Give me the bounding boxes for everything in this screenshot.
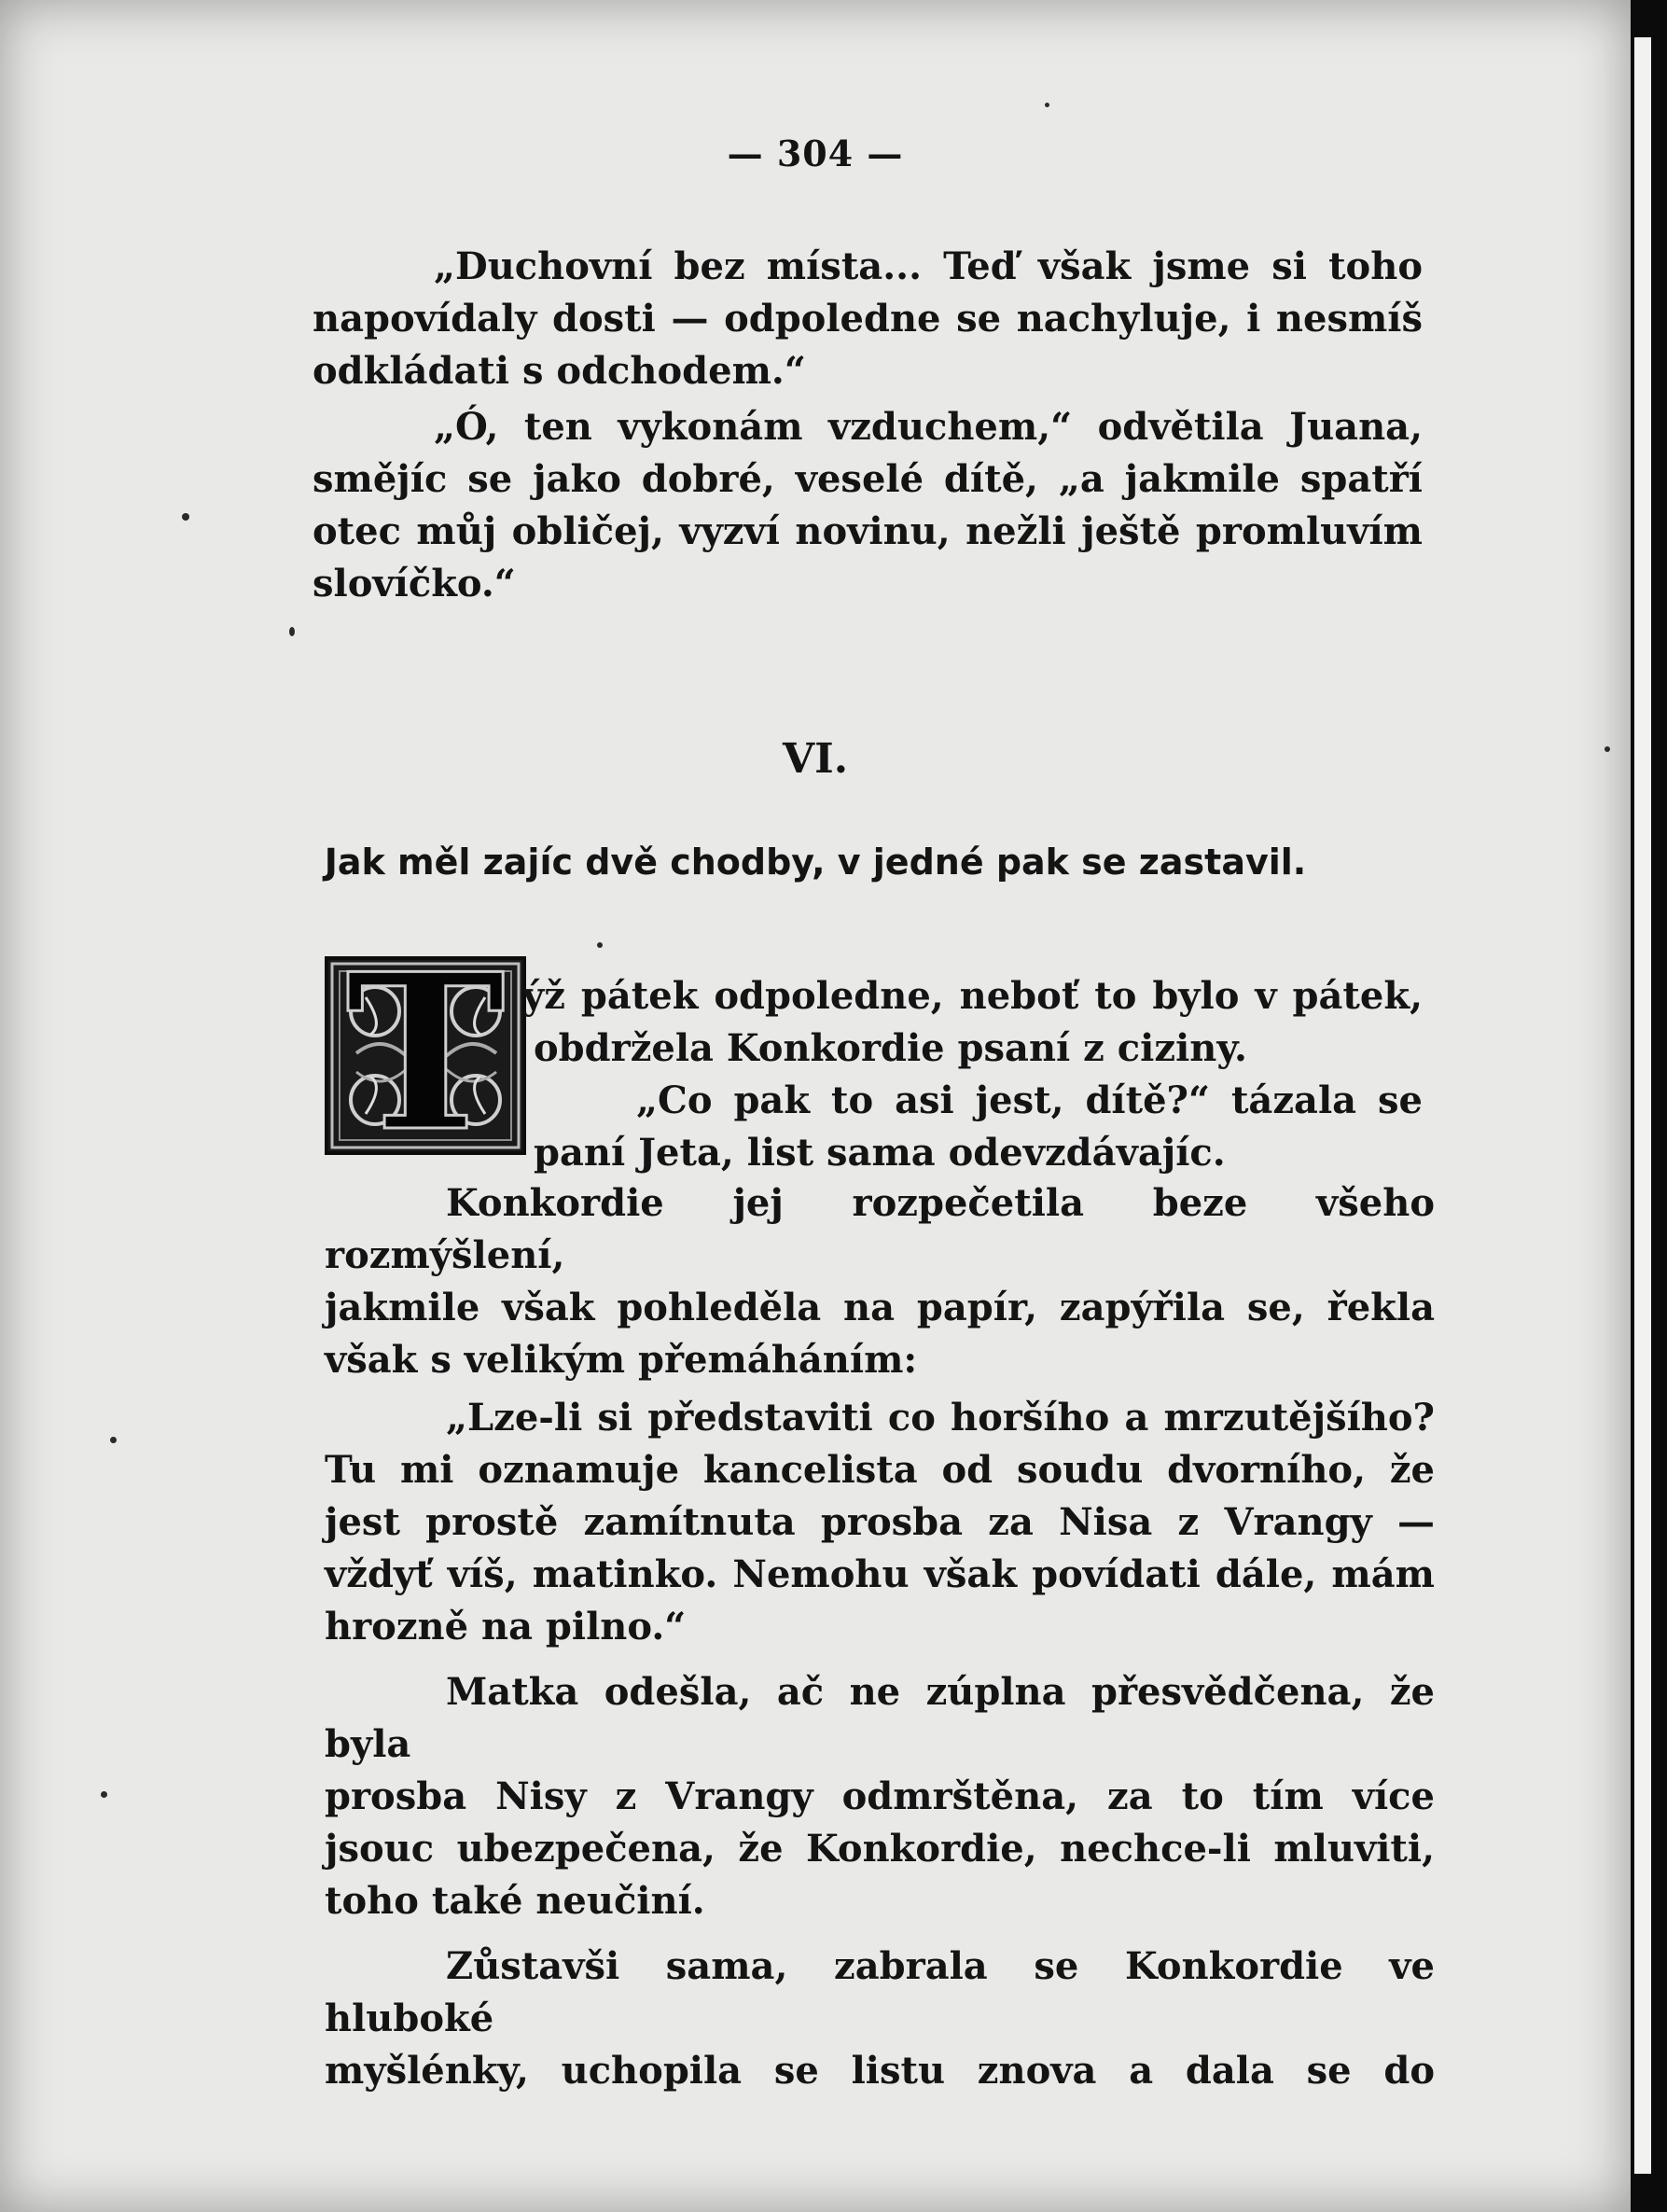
text-line: odkládati s odchodem.“: [313, 349, 806, 393]
intro-text: [313, 241, 1423, 610]
body-text: [325, 1177, 1435, 2097]
page-number: — 304 —: [727, 132, 904, 174]
adjacent-page-edge: [1634, 37, 1651, 2174]
scan-speck: [1604, 746, 1610, 752]
text-line: Zůstavši sama, zabrala se Konkordie ve hluboké: [325, 1944, 1435, 2040]
chapter-number: VI.: [782, 735, 849, 783]
scan-speck: [289, 627, 295, 636]
dropcap-letter: T: [345, 927, 506, 1179]
scan-speck: [101, 1791, 107, 1798]
ornamental-initial: [325, 927, 526, 1179]
text-line: vždyť víš, matinko. Nemohu však povídati dále, mám: [325, 1552, 1435, 1596]
text-line: otec můj obličej, vyzví novinu, nežli ještě promluvím: [313, 509, 1423, 553]
text-line: toho také neučiní.: [325, 1879, 705, 1923]
text-line: slovíčko.“: [313, 562, 516, 605]
text-line: prosba Nisy z Vrangy odmrštěna, za to tím více: [325, 1774, 1435, 1818]
text-line: jest prostě zamítnuta prosba za Nisa z Vrangy —: [325, 1500, 1435, 1544]
chapter-title: Jak měl zajíc dvě chodby, v jedné pak se zastavil.: [324, 842, 1307, 883]
scan-speck: [110, 1437, 117, 1443]
text-line: smějíc se jako dobré, veselé dítě, „a jakmile spatří: [313, 457, 1423, 501]
text-line: myšlénky, uchopila se listu znova a dala se do: [325, 2049, 1435, 2093]
text-line: „Ó, ten vykonám vzduchem,“ odvětila Juana,: [434, 405, 1423, 449]
text-line: „Co pak to asi jest, dítě?“ tázala se: [636, 1078, 1423, 1122]
text-line: „Duchovní bez místa... Teď však jsme si toho: [434, 244, 1423, 288]
scan-speck: [597, 942, 603, 948]
text-line: však s velikým přemáháním:: [325, 1338, 918, 1382]
text-line: hrozně na pilno.“: [325, 1605, 687, 1649]
text-line: obdržela Konkordie psaní z ciziny.: [534, 1026, 1247, 1070]
text-line: Matka odešla, ač ne zúplna přesvědčena, že byla: [325, 1670, 1435, 1766]
scan-speck: [182, 513, 189, 521]
text-line: paní Jeta, list sama odevzdávajíc.: [534, 1131, 1226, 1175]
dropcap-paragraph: [522, 970, 1423, 1179]
text-line: Tu mi oznamuje kancelista od soudu dvorního, že: [325, 1448, 1435, 1492]
text-line: ýž pátek odpoledne, neboť to bylo v pátek,: [522, 974, 1423, 1018]
text-line: Konkordie jej rozpečetila beze všeho rozmýšlení,: [325, 1181, 1435, 1277]
text-line: jsouc ubezpečena, že Konkordie, nechce-li mluviti,: [325, 1827, 1435, 1871]
text-line: napovídaly dosti — odpoledne se nachyluje, i nesmíš: [313, 297, 1423, 341]
scan-speck: [1045, 103, 1049, 107]
text-line: jakmile však pohleděla na papír, zapýřila se, řekla: [325, 1286, 1435, 1329]
text-line: „Lze-li si představiti co horšího a mrzutějšího?: [446, 1396, 1435, 1440]
